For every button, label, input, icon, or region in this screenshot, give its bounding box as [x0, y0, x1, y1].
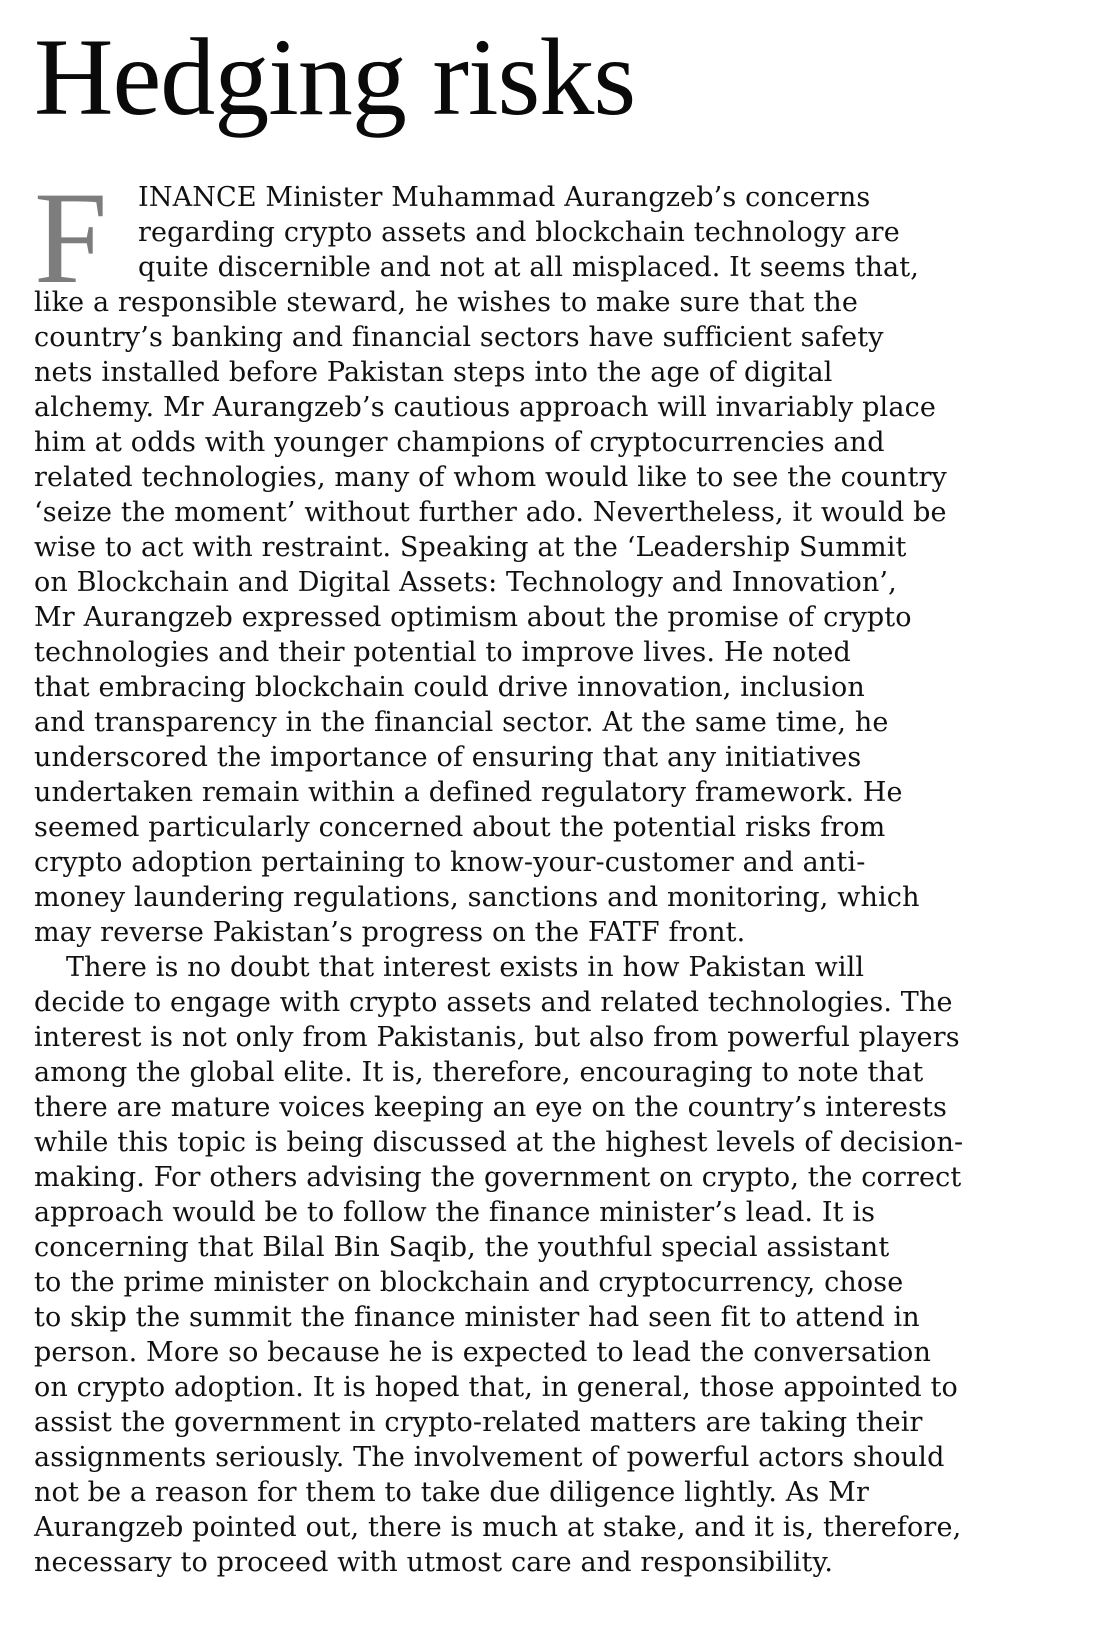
drop-cap: F [34, 164, 108, 311]
text-line: INANCE Minister Muhammad Aurangzeb’s concerns [138, 182, 871, 213]
text-line: alchemy. Mr Aurangzeb’s cautious approach will invariably place [34, 392, 936, 423]
text-line: related technologies, many of whom would like to see the country [34, 462, 947, 493]
text-line: seemed particularly concerned about the potential risks from [34, 812, 886, 843]
text-line: technologies and their potential to improve lives. He noted [34, 637, 851, 668]
article-body [34, 164, 1084, 1580]
text-line: like a responsible steward, he wishes to make sure that the [34, 287, 858, 318]
text-line: assignments seriously. The involvement of powerful actors should [34, 1442, 945, 1473]
text-line: quite discernible and not at all misplaced. It seems that, [138, 252, 919, 283]
text-line: there are mature voices keeping an eye on the country’s interests [34, 1092, 947, 1123]
text-line: to the prime minister on blockchain and cryptocurrency, chose [34, 1267, 904, 1298]
text-line: money laundering regulations, sanctions and monitoring, which [34, 882, 920, 913]
text-line: undertaken remain within a defined regulatory framework. He [34, 777, 903, 808]
text-line: assist the government in crypto-related matters are taking their [34, 1407, 923, 1438]
paragraph-2 [34, 950, 1084, 1580]
text-line: wise to act with restraint. Speaking at the ‘Leadership Summit [34, 532, 907, 563]
text-line: There is no doubt that interest exists in how Pakistan will [66, 952, 865, 983]
headline: Hedging risks [34, 16, 636, 138]
text-line: country’s banking and financial sectors have sufficient safety [34, 322, 884, 353]
text-line: and transparency in the financial sector. At the same time, he [34, 707, 889, 738]
text-line: concerning that Bilal Bin Saqib, the youthful special assistant [34, 1232, 890, 1263]
text-line: to skip the summit the finance minister had seen fit to attend in [34, 1302, 920, 1333]
text-line: Mr Aurangzeb expressed optimism about the promise of crypto [34, 602, 912, 633]
text-line: necessary to proceed with utmost care and responsibility. [34, 1547, 834, 1578]
text-line: him at odds with younger champions of cryptocurrencies and [34, 427, 885, 458]
text-line: not be a reason for them to take due diligence lightly. As Mr [34, 1477, 870, 1508]
text-line: making. For others advising the government on crypto, the correct [34, 1162, 962, 1193]
text-line: that embracing blockchain could drive innovation, inclusion [34, 672, 865, 703]
text-line: on crypto adoption. It is hoped that, in general, those appointed to [34, 1372, 958, 1403]
text-line: interest is not only from Pakistanis, but also from powerful players [34, 1022, 960, 1053]
text-line: crypto adoption pertaining to know-your-customer and anti- [34, 847, 866, 878]
text-line: nets installed before Pakistan steps into the age of digital [34, 357, 833, 388]
paragraph-1 [34, 164, 1084, 950]
text-line: while this topic is being discussed at the highest levels of decision- [34, 1127, 964, 1158]
text-line: Aurangzeb pointed out, there is much at stake, and it is, therefore, [34, 1512, 962, 1543]
text-line: person. More so because he is expected to lead the conversation [34, 1337, 931, 1368]
text-line: regarding crypto assets and blockchain technology are [138, 217, 900, 248]
text-line: approach would be to follow the finance minister’s lead. It is [34, 1197, 876, 1228]
text-line: on Blockchain and Digital Assets: Technology and Innovation’, [34, 567, 897, 598]
text-line: ‘seize the moment’ without further ado. Nevertheless, it would be [34, 497, 947, 528]
text-line: may reverse Pakistan’s progress on the FATF front. [34, 917, 746, 948]
text-line: among the global elite. It is, therefore, encouraging to note that [34, 1057, 924, 1088]
text-line: decide to engage with crypto assets and related technologies. The [34, 987, 953, 1018]
text-line: underscored the importance of ensuring that any initiatives [34, 742, 862, 773]
